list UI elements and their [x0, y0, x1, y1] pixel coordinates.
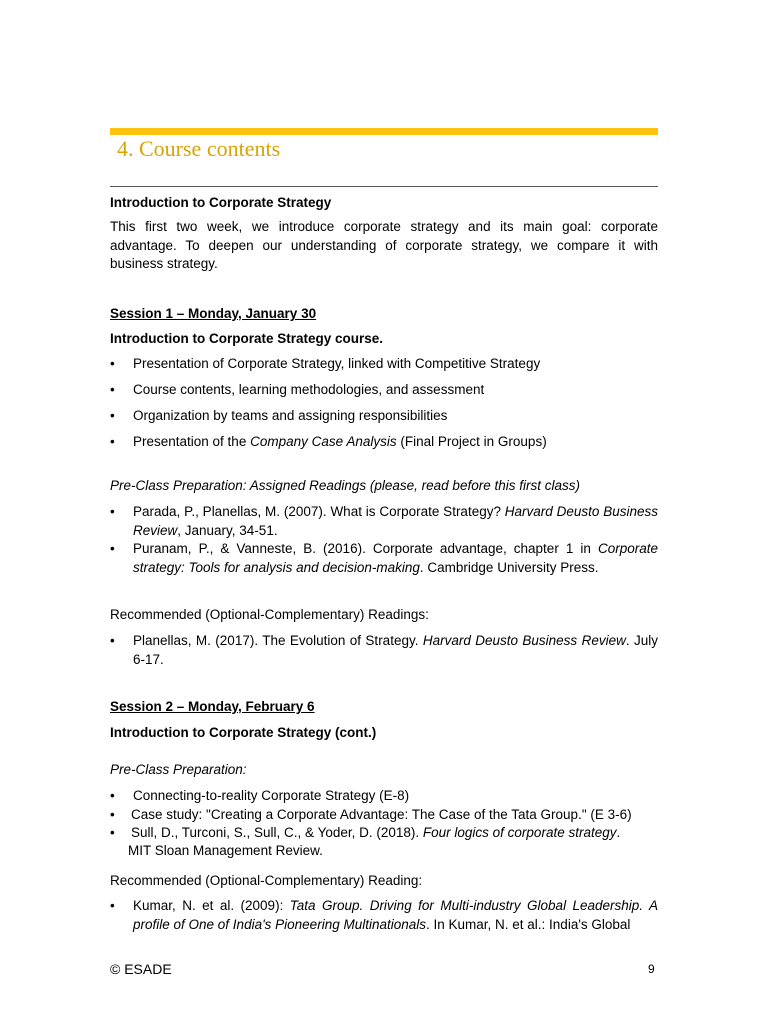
- bullet-icon: •: [110, 825, 115, 840]
- bullet-icon: •: [110, 806, 115, 822]
- section-heading-rule: [110, 186, 658, 187]
- bullet-icon: •: [110, 633, 115, 648]
- bullet-icon: •: [110, 382, 115, 397]
- session2-title: Session 2 – Monday, February 6: [110, 699, 315, 714]
- list-item: • Parada, P., Planellas, M. (2007). What is Corporate Strategy? Harvard Deusto Business Review, January, 34-51.: [110, 504, 658, 538]
- list-item: • Course contents, learning methodologies, and assessment: [110, 381, 658, 400]
- session2-recommended-list: [110, 897, 658, 934]
- footer-copyright: © ESADE: [110, 961, 172, 977]
- bullet-icon: •: [110, 434, 115, 449]
- list-item: • Puranam, P., & Vanneste, B. (2016). Corporate advantage, chapter 1 in Corporate strategy: Tools for analysis and decision-making. Cambridge University Press.: [110, 541, 658, 575]
- list-item: • Organization by teams and assigning responsibilities: [110, 407, 658, 426]
- list-item: • Presentation of Corporate Strategy, linked with Competitive Strategy: [110, 355, 658, 374]
- section-top-rule: [110, 128, 658, 135]
- bullet-icon: •: [110, 788, 115, 803]
- session2-prep-heading: Pre-Class Preparation:: [110, 762, 247, 777]
- bullet-icon: •: [110, 541, 115, 556]
- list-item: • Planellas, M. (2017). The Evolution of Strategy. Harvard Deusto Business Review. July 6-17.: [110, 633, 658, 667]
- bullet-icon: •: [110, 504, 115, 519]
- session1-readings-list: [110, 503, 658, 577]
- intro-heading: Introduction to Corporate Strategy: [110, 195, 332, 210]
- session1-prep-heading: Pre-Class Preparation: Assigned Readings (please, read before this first class): [110, 478, 580, 493]
- session1-recommended-heading: Recommended (Optional-Complementary) Readings:: [110, 607, 429, 622]
- session1-title: Session 1 – Monday, January 30: [110, 306, 317, 321]
- bullet-icon: •: [110, 356, 115, 371]
- session2-prep-list: [110, 787, 658, 843]
- intro-paragraph: This first two week, we introduce corporate strategy and its main goal: corporate advantage. To deepen our understanding of corporate strategy, we compare it with business strategy.: [110, 219, 658, 271]
- footer-page-number: 9: [648, 962, 655, 976]
- session2-item3-continuation: MIT Sloan Management Review.: [128, 843, 323, 858]
- list-item: • Kumar, N. et al. (2009): Tata Group. Driving for Multi-industry Global Leadership. A profile of One of India's Pioneering Multinationals. In Kumar, N. et al.: India's Global: [110, 898, 658, 932]
- session1-topic-list: [110, 355, 658, 459]
- list-item: • Sull, D., Turconi, S., Sull, C., & Yoder, D. (2018). Four logics of corporate strategy.: [110, 824, 658, 843]
- session1-recommended-list: [110, 632, 658, 669]
- session1-subtitle: Introduction to Corporate Strategy course.: [110, 331, 384, 346]
- list-item: • Connecting-to-reality Corporate Strategy (E-8): [110, 787, 658, 806]
- session2-subtitle: Introduction to Corporate Strategy (cont.): [110, 725, 377, 740]
- bullet-icon: •: [110, 408, 115, 423]
- section-title: 4. Course contents: [117, 136, 281, 161]
- list-item: • Case study: "Creating a Corporate Advantage: The Case of the Tata Group." (E 3-6): [110, 806, 658, 825]
- bullet-icon: •: [110, 898, 115, 913]
- session2-recommended-heading: Recommended (Optional-Complementary) Reading:: [110, 873, 423, 888]
- list-item: • Presentation of the Company Case Analysis (Final Project in Groups): [110, 433, 658, 452]
